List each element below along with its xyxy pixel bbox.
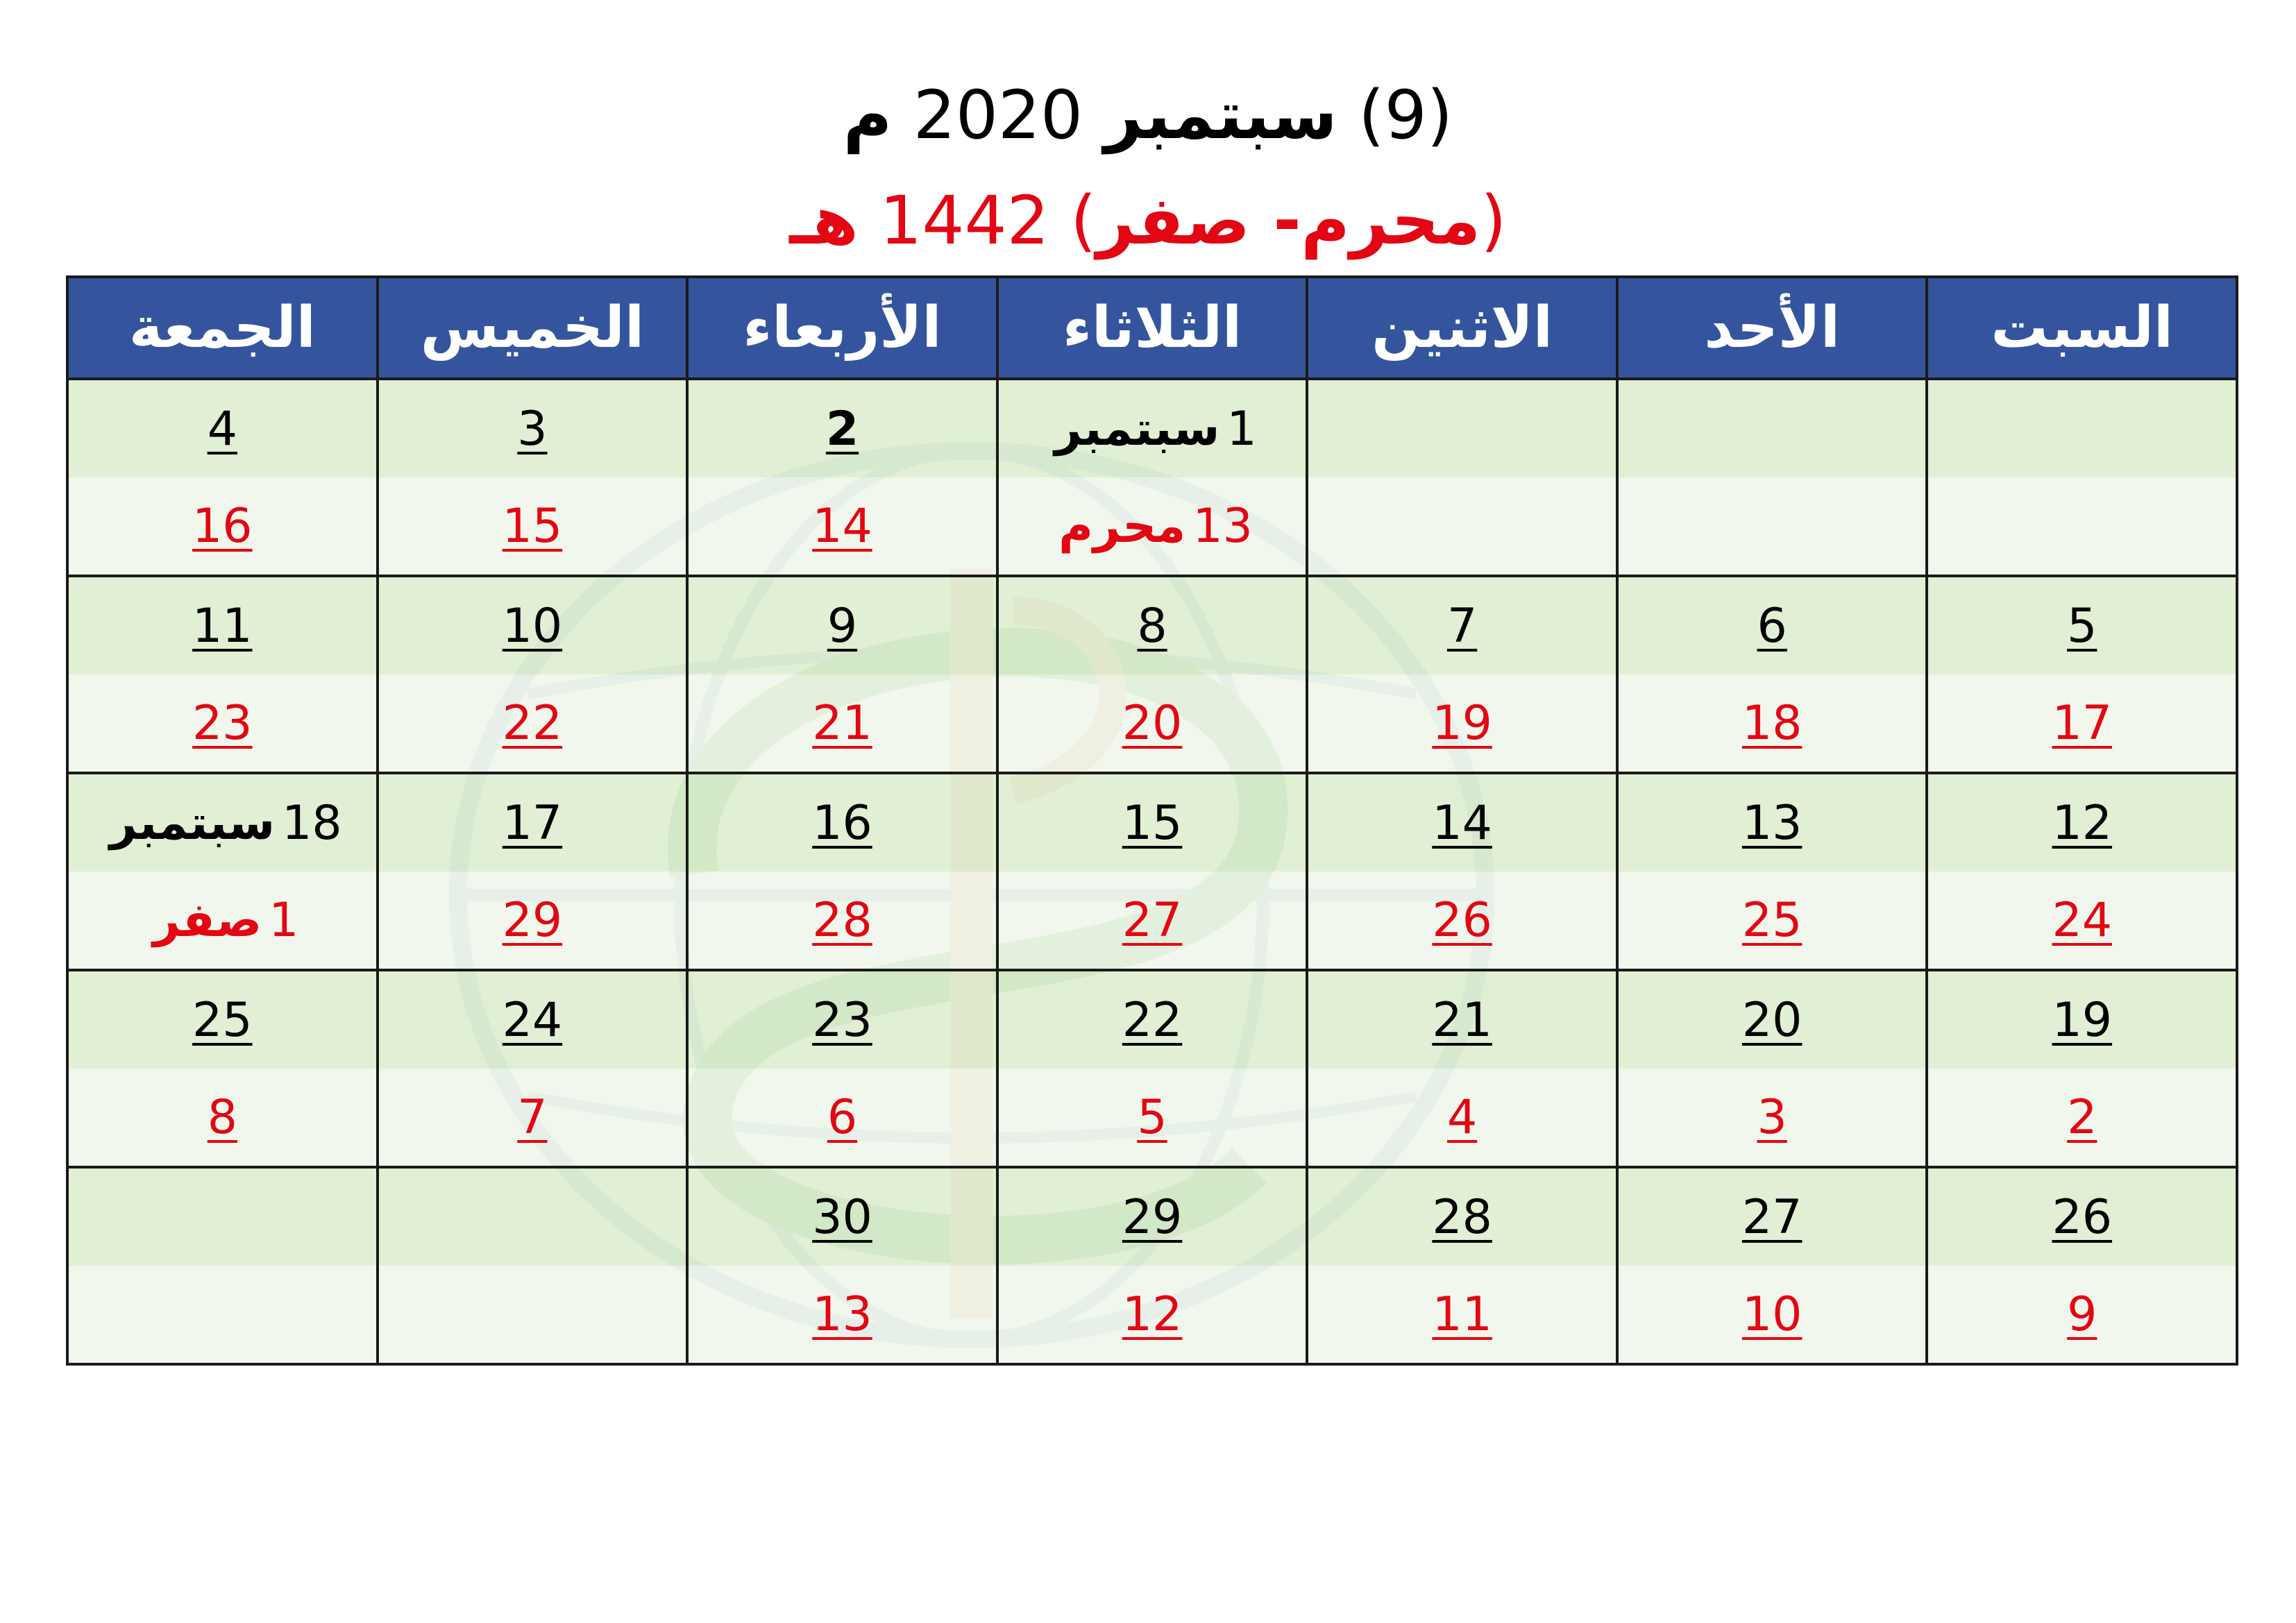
weekday-header: الاثنين <box>1307 277 1617 379</box>
day-cell <box>378 970 688 1167</box>
hijri-date <box>1308 674 1616 772</box>
gregorian-date <box>379 1169 686 1266</box>
gregorian-month-label: سبتمبر <box>110 795 276 851</box>
day-cell <box>378 576 688 773</box>
week-row <box>67 970 2237 1167</box>
hijri-date <box>1619 872 1926 969</box>
gregorian-day-number: 25 <box>192 992 253 1048</box>
gregorian-date <box>379 774 686 872</box>
hijri-date <box>999 477 1306 575</box>
hijri-date <box>1619 1069 1926 1166</box>
gregorian-day-number: 8 <box>1137 598 1167 654</box>
gregorian-date <box>69 774 376 872</box>
day-cell <box>1307 970 1617 1167</box>
hijri-date <box>689 1069 996 1166</box>
hijri-day-number: 15 <box>502 498 563 554</box>
calendar-title-hijri: (محرم- صفر) 1442 هـ <box>789 182 1507 260</box>
day-cell <box>67 970 378 1167</box>
hijri-day-number: 9 <box>2067 1286 2097 1342</box>
hijri-day-number: 1 <box>269 892 299 948</box>
week-row <box>67 1167 2237 1364</box>
week-row <box>67 576 2237 773</box>
hijri-date <box>69 674 376 772</box>
hijri-date <box>379 1069 686 1166</box>
day-cell <box>997 773 1308 970</box>
day-cell <box>1617 1167 1927 1364</box>
gregorian-date <box>1619 380 1926 477</box>
hijri-day-number: 13 <box>812 1286 872 1342</box>
hijri-day-number: 8 <box>207 1089 237 1145</box>
hijri-year: 1442 <box>879 182 1049 260</box>
gregorian-date <box>1928 380 2236 477</box>
day-cell <box>997 1167 1308 1364</box>
hijri-day-number: 24 <box>2052 892 2112 948</box>
day-cell <box>1307 1167 1617 1364</box>
gregorian-day-number: 22 <box>1122 992 1183 1048</box>
hijri-day-number: 11 <box>1432 1286 1492 1342</box>
hijri-month-label: صفر <box>153 892 262 948</box>
hijri-day-number: 21 <box>812 695 872 751</box>
hijri-day-number: 6 <box>827 1089 858 1145</box>
hijri-suffix: هـ <box>789 182 859 260</box>
gregorian-date <box>1928 577 2236 674</box>
hijri-date <box>69 1069 376 1166</box>
hijri-date <box>69 1266 376 1363</box>
hijri-day-number: 23 <box>192 695 253 751</box>
hijri-date <box>1619 1266 1926 1363</box>
day-cell <box>1927 970 2237 1167</box>
gregorian-day-number: 17 <box>502 795 563 851</box>
title-year: 2020 <box>913 76 1083 154</box>
hijri-day-number: 14 <box>812 498 872 554</box>
day-cell <box>67 576 378 773</box>
gregorian-date <box>379 971 686 1069</box>
hijri-date <box>689 477 996 575</box>
hijri-date <box>69 872 376 969</box>
day-cell <box>1927 379 2237 576</box>
gregorian-date <box>1928 774 2236 872</box>
hijri-day-number: 13 <box>1192 498 1253 554</box>
day-cell <box>378 773 688 970</box>
weekday-header: الجمعة <box>67 277 378 379</box>
hijri-date <box>999 872 1306 969</box>
weekday-header: السبت <box>1927 277 2237 379</box>
hijri-date <box>1619 477 1926 575</box>
gregorian-day-number: 19 <box>2052 992 2112 1048</box>
hijri-day-number: 18 <box>1741 695 1803 751</box>
gregorian-day-number: 10 <box>502 598 563 654</box>
hijri-day-number: 20 <box>1122 695 1183 751</box>
gregorian-day-number: 12 <box>2052 795 2112 851</box>
day-cell <box>1307 576 1617 773</box>
gregorian-date <box>1308 774 1616 872</box>
gregorian-day-number: 15 <box>1122 795 1183 851</box>
hijri-date <box>1928 477 2236 575</box>
day-cell <box>67 379 378 576</box>
day-cell <box>1307 379 1617 576</box>
day-cell <box>67 773 378 970</box>
hijri-month-label: محرم <box>1058 498 1186 554</box>
gregorian-month-label: سبتمبر <box>1054 401 1220 457</box>
gregorian-date <box>1308 380 1616 477</box>
gregorian-day-number: 11 <box>192 598 253 654</box>
weekday-header: الثلاثاء <box>997 277 1308 379</box>
hijri-day-number: 19 <box>1432 695 1492 751</box>
calendar-grid <box>66 275 2238 1366</box>
gregorian-day-number: 14 <box>1432 795 1492 851</box>
hijri-date <box>689 1266 996 1363</box>
hijri-date <box>1928 1069 2236 1166</box>
gregorian-day-number: 16 <box>812 795 872 851</box>
gregorian-date <box>1619 1169 1926 1266</box>
hijri-date <box>1928 872 2236 969</box>
week-row <box>67 379 2237 576</box>
gregorian-day-number: 3 <box>517 401 548 457</box>
gregorian-date <box>1308 971 1616 1069</box>
hijri-date <box>1308 1266 1616 1363</box>
gregorian-day-number: 30 <box>812 1189 872 1245</box>
day-cell <box>687 576 997 773</box>
day-cell <box>1617 773 1927 970</box>
hijri-date <box>379 674 686 772</box>
gregorian-day-number: 18 <box>282 795 342 851</box>
gregorian-date <box>69 380 376 477</box>
day-cell <box>378 379 688 576</box>
hijri-date <box>999 1266 1306 1363</box>
hijri-day-number: 7 <box>517 1089 548 1145</box>
gregorian-day-number: 6 <box>1757 598 1787 654</box>
day-cell <box>67 1167 378 1364</box>
weekday-header: الأربعاء <box>687 277 997 379</box>
hijri-date <box>1308 1069 1616 1166</box>
day-cell <box>687 970 997 1167</box>
hijri-day-number: 12 <box>1122 1286 1183 1342</box>
day-cell <box>378 1167 688 1364</box>
hijri-day-number: 4 <box>1446 1089 1478 1145</box>
gregorian-day-number: 26 <box>2052 1189 2112 1245</box>
weekday-header-row <box>67 277 2237 379</box>
hijri-day-number: 29 <box>502 892 563 948</box>
title-month-number: 9 <box>1384 76 1427 154</box>
day-cell <box>1927 1167 2237 1364</box>
gregorian-date <box>1619 971 1926 1069</box>
hijri-day-number: 17 <box>2052 695 2112 751</box>
hijri-day-number: 10 <box>1741 1286 1803 1342</box>
gregorian-day-number: 1 <box>1226 401 1257 457</box>
hijri-day-number: 5 <box>1137 1089 1167 1145</box>
day-cell <box>1927 576 2237 773</box>
gregorian-date <box>1308 1169 1616 1266</box>
gregorian-date <box>689 971 996 1069</box>
hijri-date <box>999 674 1306 772</box>
hijri-date <box>689 674 996 772</box>
hijri-day-number: 2 <box>2067 1089 2097 1145</box>
title-month-name: سبتمبر <box>1104 76 1337 154</box>
hijri-day-number: 26 <box>1432 892 1492 948</box>
hijri-month-names: محرم- صفر <box>1096 182 1481 260</box>
gregorian-date <box>999 380 1306 477</box>
day-cell <box>997 970 1308 1167</box>
hijri-day-number: 16 <box>192 498 253 554</box>
gregorian-date <box>999 971 1306 1069</box>
gregorian-date <box>1619 577 1926 674</box>
day-cell <box>997 576 1308 773</box>
hijri-day-number: 27 <box>1122 892 1183 948</box>
gregorian-day-number: 23 <box>812 992 872 1048</box>
hijri-day-number: 3 <box>1757 1089 1787 1145</box>
gregorian-date <box>1308 577 1616 674</box>
hijri-date <box>999 1069 1306 1166</box>
gregorian-day-number: 9 <box>827 598 858 654</box>
hijri-date <box>689 872 996 969</box>
gregorian-date <box>379 380 686 477</box>
hijri-date <box>379 1266 686 1363</box>
gregorian-day-number: 27 <box>1741 1189 1803 1245</box>
gregorian-day-number: 2 <box>825 401 859 457</box>
gregorian-date <box>69 577 376 674</box>
gregorian-date <box>999 774 1306 872</box>
hijri-date <box>1928 674 2236 772</box>
gregorian-date <box>1619 774 1926 872</box>
hijri-day-number: 22 <box>502 695 563 751</box>
gregorian-date <box>69 971 376 1069</box>
day-cell <box>1617 379 1927 576</box>
gregorian-day-number: 29 <box>1122 1189 1183 1245</box>
gregorian-day-number: 20 <box>1741 992 1803 1048</box>
gregorian-date <box>999 577 1306 674</box>
hijri-date <box>69 477 376 575</box>
gregorian-day-number: 5 <box>2067 598 2097 654</box>
day-cell <box>1927 773 2237 970</box>
hijri-day-number: 25 <box>1741 892 1803 948</box>
weekday-header: الأحد <box>1617 277 1927 379</box>
gregorian-date <box>1928 1169 2236 1266</box>
gregorian-date <box>689 774 996 872</box>
hijri-date <box>379 477 686 575</box>
hijri-date <box>1619 674 1926 772</box>
hijri-date <box>1308 872 1616 969</box>
day-cell <box>1617 576 1927 773</box>
gregorian-date <box>1928 971 2236 1069</box>
hijri-day-number: 28 <box>812 892 872 948</box>
day-cell <box>1307 773 1617 970</box>
hijri-date <box>1308 477 1616 575</box>
gregorian-day-number: 13 <box>1741 795 1803 851</box>
day-cell <box>1617 970 1927 1167</box>
title-suffix: م <box>843 76 893 154</box>
gregorian-date <box>999 1169 1306 1266</box>
hijri-date <box>1928 1266 2236 1363</box>
weekday-header: الخميس <box>378 277 688 379</box>
gregorian-date <box>689 380 996 477</box>
gregorian-date <box>379 577 686 674</box>
hijri-date <box>379 872 686 969</box>
gregorian-day-number: 28 <box>1432 1189 1492 1245</box>
day-cell <box>997 379 1308 576</box>
gregorian-date <box>689 577 996 674</box>
gregorian-day-number: 4 <box>207 401 237 457</box>
day-cell <box>687 379 997 576</box>
gregorian-day-number: 7 <box>1446 598 1478 654</box>
week-row <box>67 773 2237 970</box>
gregorian-date <box>69 1169 376 1266</box>
calendar-title-gregorian: (9) سبتمبر 2020 م <box>843 76 1453 154</box>
day-cell <box>687 1167 997 1364</box>
gregorian-date <box>689 1169 996 1266</box>
gregorian-day-number: 24 <box>502 992 563 1048</box>
day-cell <box>687 773 997 970</box>
gregorian-day-number: 21 <box>1432 992 1492 1048</box>
